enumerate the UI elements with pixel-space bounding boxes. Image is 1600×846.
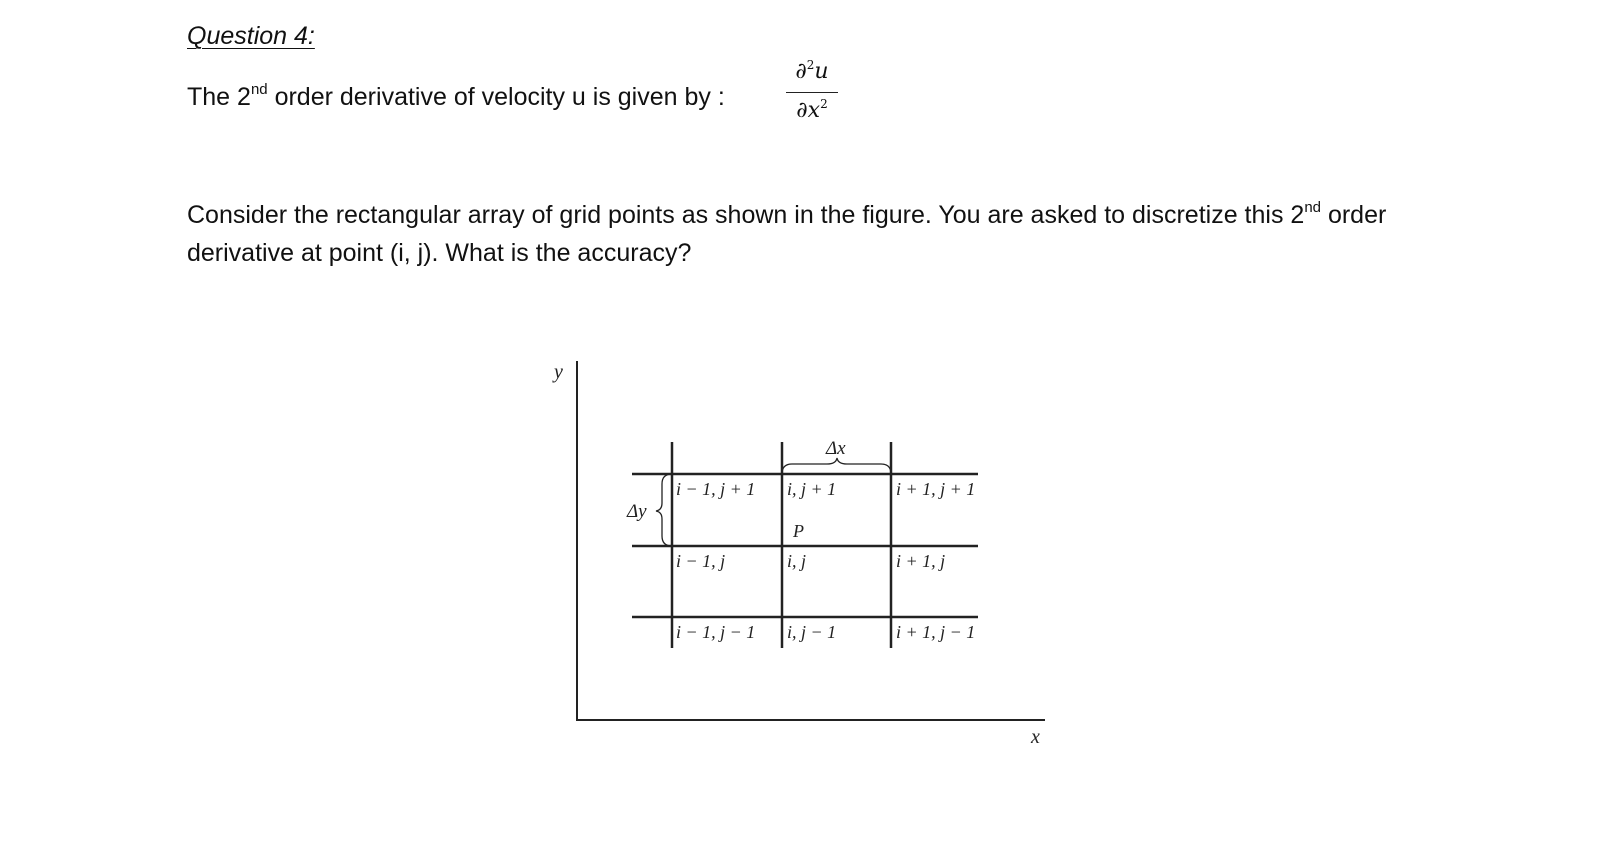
point-p-label: P: [793, 521, 804, 541]
node-label-mid-right: i + 1, j: [896, 551, 946, 571]
line1-superscript: nd: [250, 81, 268, 98]
node-label-top-left: i − 1, j + 1: [676, 479, 756, 499]
x-axis-label: x: [1031, 726, 1040, 748]
delta-y-label: Δy: [627, 501, 647, 522]
denominator-exponent: 2: [820, 97, 828, 111]
node-label-bot-left: i − 1, j − 1: [676, 622, 756, 642]
question-heading: Question 4:: [187, 22, 315, 50]
line1-suffix: order derivative of velocity u is given by :: [267, 83, 725, 111]
node-label-mid-mid: i, j: [787, 551, 807, 571]
y-axis-label: y: [554, 361, 563, 383]
paragraph-part-2: order derivative at point (i, j). What is the accuracy?: [187, 201, 1387, 267]
numerator-partial: ∂: [795, 59, 807, 84]
node-label-bot-mid: i, j − 1: [787, 622, 837, 642]
paragraph-superscript: nd: [1304, 199, 1321, 216]
line1-prefix: The 2: [187, 83, 251, 111]
node-label-bot-right: i + 1, j − 1: [896, 622, 976, 642]
node-label-mid-left: i − 1, j: [676, 551, 726, 571]
denominator-partial: ∂x: [796, 98, 821, 123]
delta-y-bracket: [656, 474, 672, 546]
node-label-top-mid: i, j + 1: [787, 479, 837, 499]
node-label-top-right: i + 1, j + 1: [896, 479, 976, 499]
paragraph-part-1: Consider the rectangular array of grid points as shown in the figure. You are asked to discretize this 2: [187, 201, 1305, 229]
numerator-variable: u: [814, 59, 829, 84]
delta-x-label: Δx: [826, 438, 846, 459]
delta-x-bracket: [782, 458, 891, 474]
numerator-exponent: 2: [806, 58, 815, 72]
